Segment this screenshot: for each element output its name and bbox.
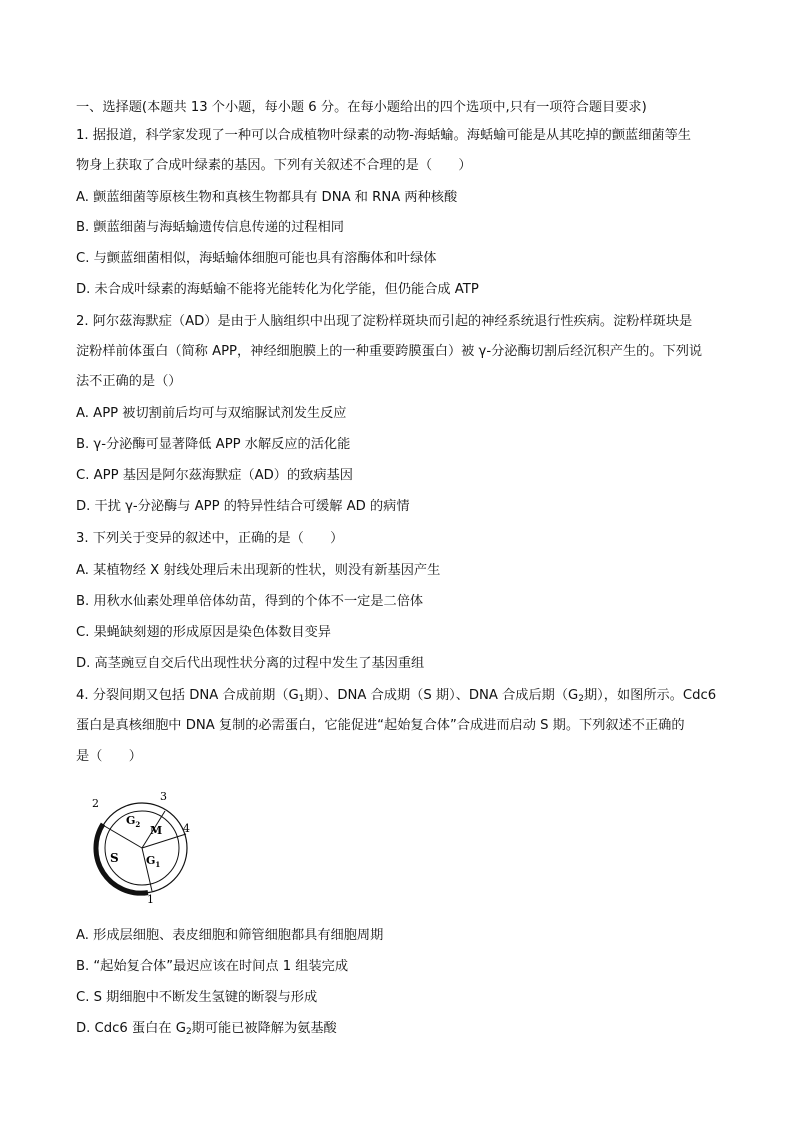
option-c: C. 与颤蓝细菌相似，海蛞蝓体细胞可能也具有溶酶体和叶绿体 <box>76 251 437 266</box>
point-2: 2 <box>92 797 99 810</box>
question-stem-line: 3. 下列关于变异的叙述中，正确的是（ ） <box>76 531 344 546</box>
subscript: 2 <box>578 694 584 704</box>
question-stem-line: 物身上获取了合成叶绿素的基因。下列有关叙述不合理的是（ ） <box>76 158 472 173</box>
option-b: B. 颤蓝细菌与海蛞蝓遗传信息传递的过程相同 <box>76 220 344 235</box>
section-heading: 一、选择题(本题共 13 个小题，每小题 6 分。在每小题给出的四个选项中,只有一项符合题目要求) <box>76 100 647 115</box>
cell-cycle-diagram <box>86 790 196 905</box>
option-a: A. APP 被切割前后均可与双缩脲试剂发生反应 <box>76 406 347 421</box>
option-c: C. APP 基因是阿尔茲海默症（AD）的致病基因 <box>76 468 353 483</box>
option-a: A. 颤蓝细菌等原核生物和真核生物都具有 DNA 和 RNA 两种核酸 <box>76 190 458 205</box>
point-1: 1 <box>147 893 154 905</box>
label-m: M <box>150 824 163 837</box>
point-3: 3 <box>160 790 167 803</box>
question-stem-line <box>76 687 716 705</box>
point-4: 4 <box>183 822 190 835</box>
option-b: B. 用秋水仙素处理单倍体幼苗，得到的个体不一定是二倍体 <box>76 594 424 609</box>
question-stem-line: 法不正确的是（） <box>76 374 182 389</box>
option-a: A. 形成层细胞、表皮细胞和筛管细胞都具有细胞周期 <box>76 928 384 943</box>
option-c: C. 果蝇缺刻翅的形成原因是染色体数目变异 <box>76 625 331 640</box>
option-a: A. 某植物经 X 射线处理后未出现新的性状，则没有新基因产生 <box>76 563 441 578</box>
question-stem-line: 2. 阿尔茲海默症（AD）是由于人脑组织中出现了淀粉样斑块而引起的神经系统退行性疾病。淀粉样斑块是 <box>76 314 693 329</box>
option-d <box>76 1020 337 1038</box>
option-text: 期可能已被降解为氨基酸 <box>191 1021 337 1036</box>
stem-text: 期），如图所示。Cdc6 <box>584 688 717 703</box>
question-stem-line: 蛋白是真核细胞中 DNA 复制的必需蛋白，它能促进“起始复合体”合成进而启动 S 期。下列叙述不正确的 <box>76 718 685 733</box>
label-g1: $G_1$ <box>146 854 161 869</box>
option-d: D. 未合成叶绿素的海蛞蝓不能将光能转化为化学能，但仍能合成 ATP <box>76 282 479 297</box>
option-c: C. S 期细胞中不断发生氢键的断裂与形成 <box>76 990 318 1005</box>
s-phase-arc <box>96 824 148 893</box>
stem-text: 期）、DNA 合成期（S 期）、DNA 合成后期（G <box>304 688 579 703</box>
option-b: B. γ-分泌酶可显著降低 APP 水解反应的活化能 <box>76 437 351 452</box>
question-stem-line: 是（ ） <box>76 749 142 764</box>
subscript: 2 <box>185 1027 192 1037</box>
option-b: B. “起始复合体”最迟应该在时间点 1 组装完成 <box>76 959 349 974</box>
subscript: 1 <box>298 694 305 704</box>
option-text: D. Cdc6 蛋白在 G <box>76 1021 186 1036</box>
question-stem-line: 淀粉样前体蛋白（简称 APP，神经细胞膜上的一种重要跨膜蛋白）被 γ-分泌酶切割后经沉积产生的。下列说 <box>76 344 703 359</box>
question-stem-line: 1. 据报道，科学家发现了一种可以合成植物叶绿素的动物-海蛞蝓。海蛞蝓可能是从其吃掉的颤蓝细菌等生 <box>76 128 691 143</box>
option-d: D. 干扰 γ-分泌酶与 APP 的特异性结合可缓解 AD 的病情 <box>76 499 410 514</box>
label-s: S <box>110 851 119 865</box>
option-d: D. 高茎豌豆自交后代出现性状分离的过程中发生了基因重组 <box>76 656 425 671</box>
stem-text: 4. 分裂间期又包括 DNA 合成前期（G <box>76 688 299 703</box>
label-g2: $G_2$ <box>126 814 141 829</box>
